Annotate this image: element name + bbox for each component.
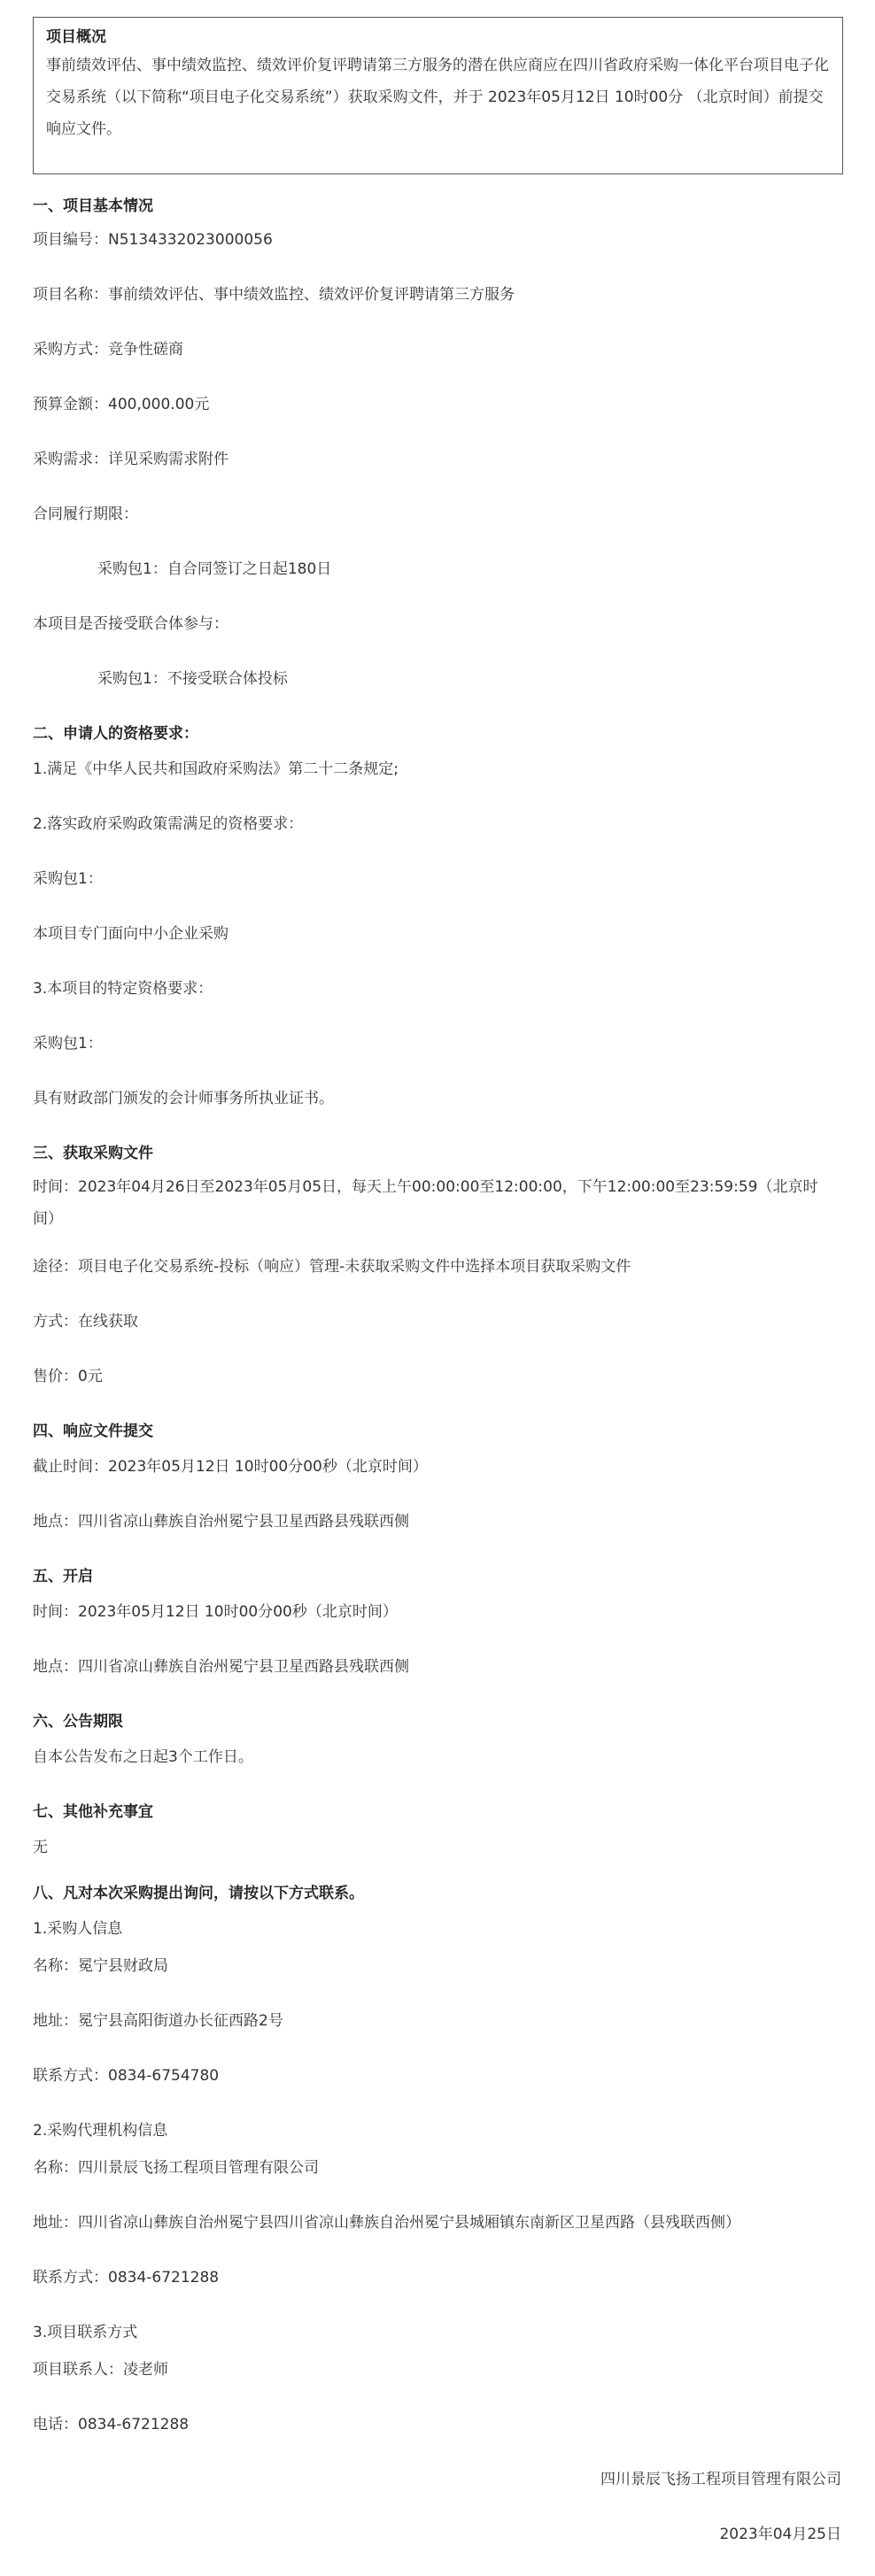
project-code: 项目编号：N5134332023000056 [33, 231, 273, 249]
section-4-heading: 四、响应文件提交 [33, 1423, 153, 1440]
purchaser-phone: 联系方式：0834-6754780 [33, 2067, 220, 2085]
agency-name: 名称：四川景辰飞扬工程项目管理有限公司 [33, 2159, 319, 2177]
acquire-mode: 方式：在线获取 [33, 1313, 138, 1330]
qualification-3-package: 采购包1： [33, 1035, 103, 1053]
purchaser-name: 名称：冕宁县财政局 [33, 1957, 168, 1975]
agency-phone: 联系方式：0834-6721288 [33, 2269, 220, 2287]
overview-title: 项目概况 [46, 28, 106, 46]
footer-organization: 四川景辰飞扬工程项目管理有限公司 [600, 2471, 841, 2488]
qualification-2-package: 采购包1： [33, 870, 103, 888]
qualification-3: 3.本项目的特定资格要求： [33, 980, 213, 998]
consortium-value: 采购包1：不接受联合体投标 [97, 670, 288, 688]
supplementary-text: 无 [33, 1839, 48, 1856]
footer-date: 2023年04月25日 [719, 2526, 841, 2543]
contract-period-label: 合同履行期限： [33, 505, 138, 523]
consortium-label: 本项目是否接受联合体参与： [33, 615, 228, 633]
section-2-heading: 二、申请人的资格要求： [33, 725, 198, 743]
qualification-3-value: 具有财政部门颁发的会计师事务所执业证书。 [33, 1090, 334, 1107]
overview-body: 事前绩效评估、事中绩效监控、绩效评价复评聘请第三方服务的潜在供应商应在四川省政府采购一体化平台项目电子化交易系统（以下简称“项目电子化交易系统”）获取采购文件，并于 2023年05月12日 10时00分 （北京时间）前提交响应文件。 [46, 57, 829, 138]
procurement-demand: 采购需求：详见采购需求附件 [33, 451, 228, 468]
section-6-heading: 六、公告期限 [33, 1713, 123, 1731]
project-overview-box [33, 17, 843, 174]
contact-person: 项目联系人：凌老师 [33, 2361, 168, 2379]
budget-amount: 预算金额：400,000.00元 [33, 396, 210, 413]
purchaser-address: 地址：冕宁县高阳街道办长征西路2号 [33, 2012, 283, 2030]
agency-address: 地址：四川省凉山彝族自治州冕宁县四川省凉山彝族自治州冕宁县城厢镇东南新区卫星西路（县残联西侧） [33, 2214, 740, 2232]
acquire-route: 途径：项目电子化交易系统-投标（响应）管理-未获取采购文件中选择本项目获取采购文件 [33, 1258, 631, 1276]
project-name: 项目名称：事前绩效评估、事中绩效监控、绩效评价复评聘请第三方服务 [33, 286, 515, 304]
section-8-heading: 八、凡对本次采购提出询问，请按以下方式联系。 [33, 1885, 364, 1902]
acquire-time: 时间：2023年04月26日至2023年05月05日，每天上午00:00:00至12:00:00，下午12:00:00至23:59:59（北京时间） [33, 1178, 818, 1228]
notice-period: 自本公告发布之日起3个工作日。 [33, 1748, 253, 1766]
contact-phone: 电话：0834-6721288 [33, 2416, 190, 2433]
section-3-heading: 三、获取采购文件 [33, 1145, 153, 1162]
opening-place: 地点：四川省凉山彝族自治州冕宁县卫星西路县残联西侧 [33, 1658, 409, 1676]
section-7-heading: 七、其他补充事宜 [33, 1803, 153, 1821]
submission-place: 地点：四川省凉山彝族自治州冕宁县卫星西路县残联西侧 [33, 1513, 409, 1531]
purchaser-title: 1.采购人信息 [33, 1920, 123, 1938]
contact-title: 3.项目联系方式 [33, 2324, 138, 2341]
qualification-2: 2.落实政府采购政策需满足的资格要求： [33, 815, 304, 833]
acquire-price: 售价：0元 [33, 1368, 103, 1385]
qualification-2-value: 本项目专门面向中小企业采购 [33, 925, 228, 943]
qualification-1: 1.满足《中华人民共和国政府采购法》第二十二条规定; [33, 760, 399, 778]
agency-title: 2.采购代理机构信息 [33, 2122, 168, 2140]
section-1-heading: 一、项目基本情况 [33, 197, 153, 215]
section-5-heading: 五、开启 [33, 1568, 93, 1585]
opening-time: 时间：2023年05月12日 10时00分00秒（北京时间） [33, 1603, 398, 1621]
contract-period-value: 采购包1：自合同签订之日起180日 [97, 560, 332, 578]
procurement-method: 采购方式：竞争性磋商 [33, 341, 183, 359]
submission-deadline: 截止时间：2023年05月12日 10时00分00秒（北京时间） [33, 1458, 428, 1476]
